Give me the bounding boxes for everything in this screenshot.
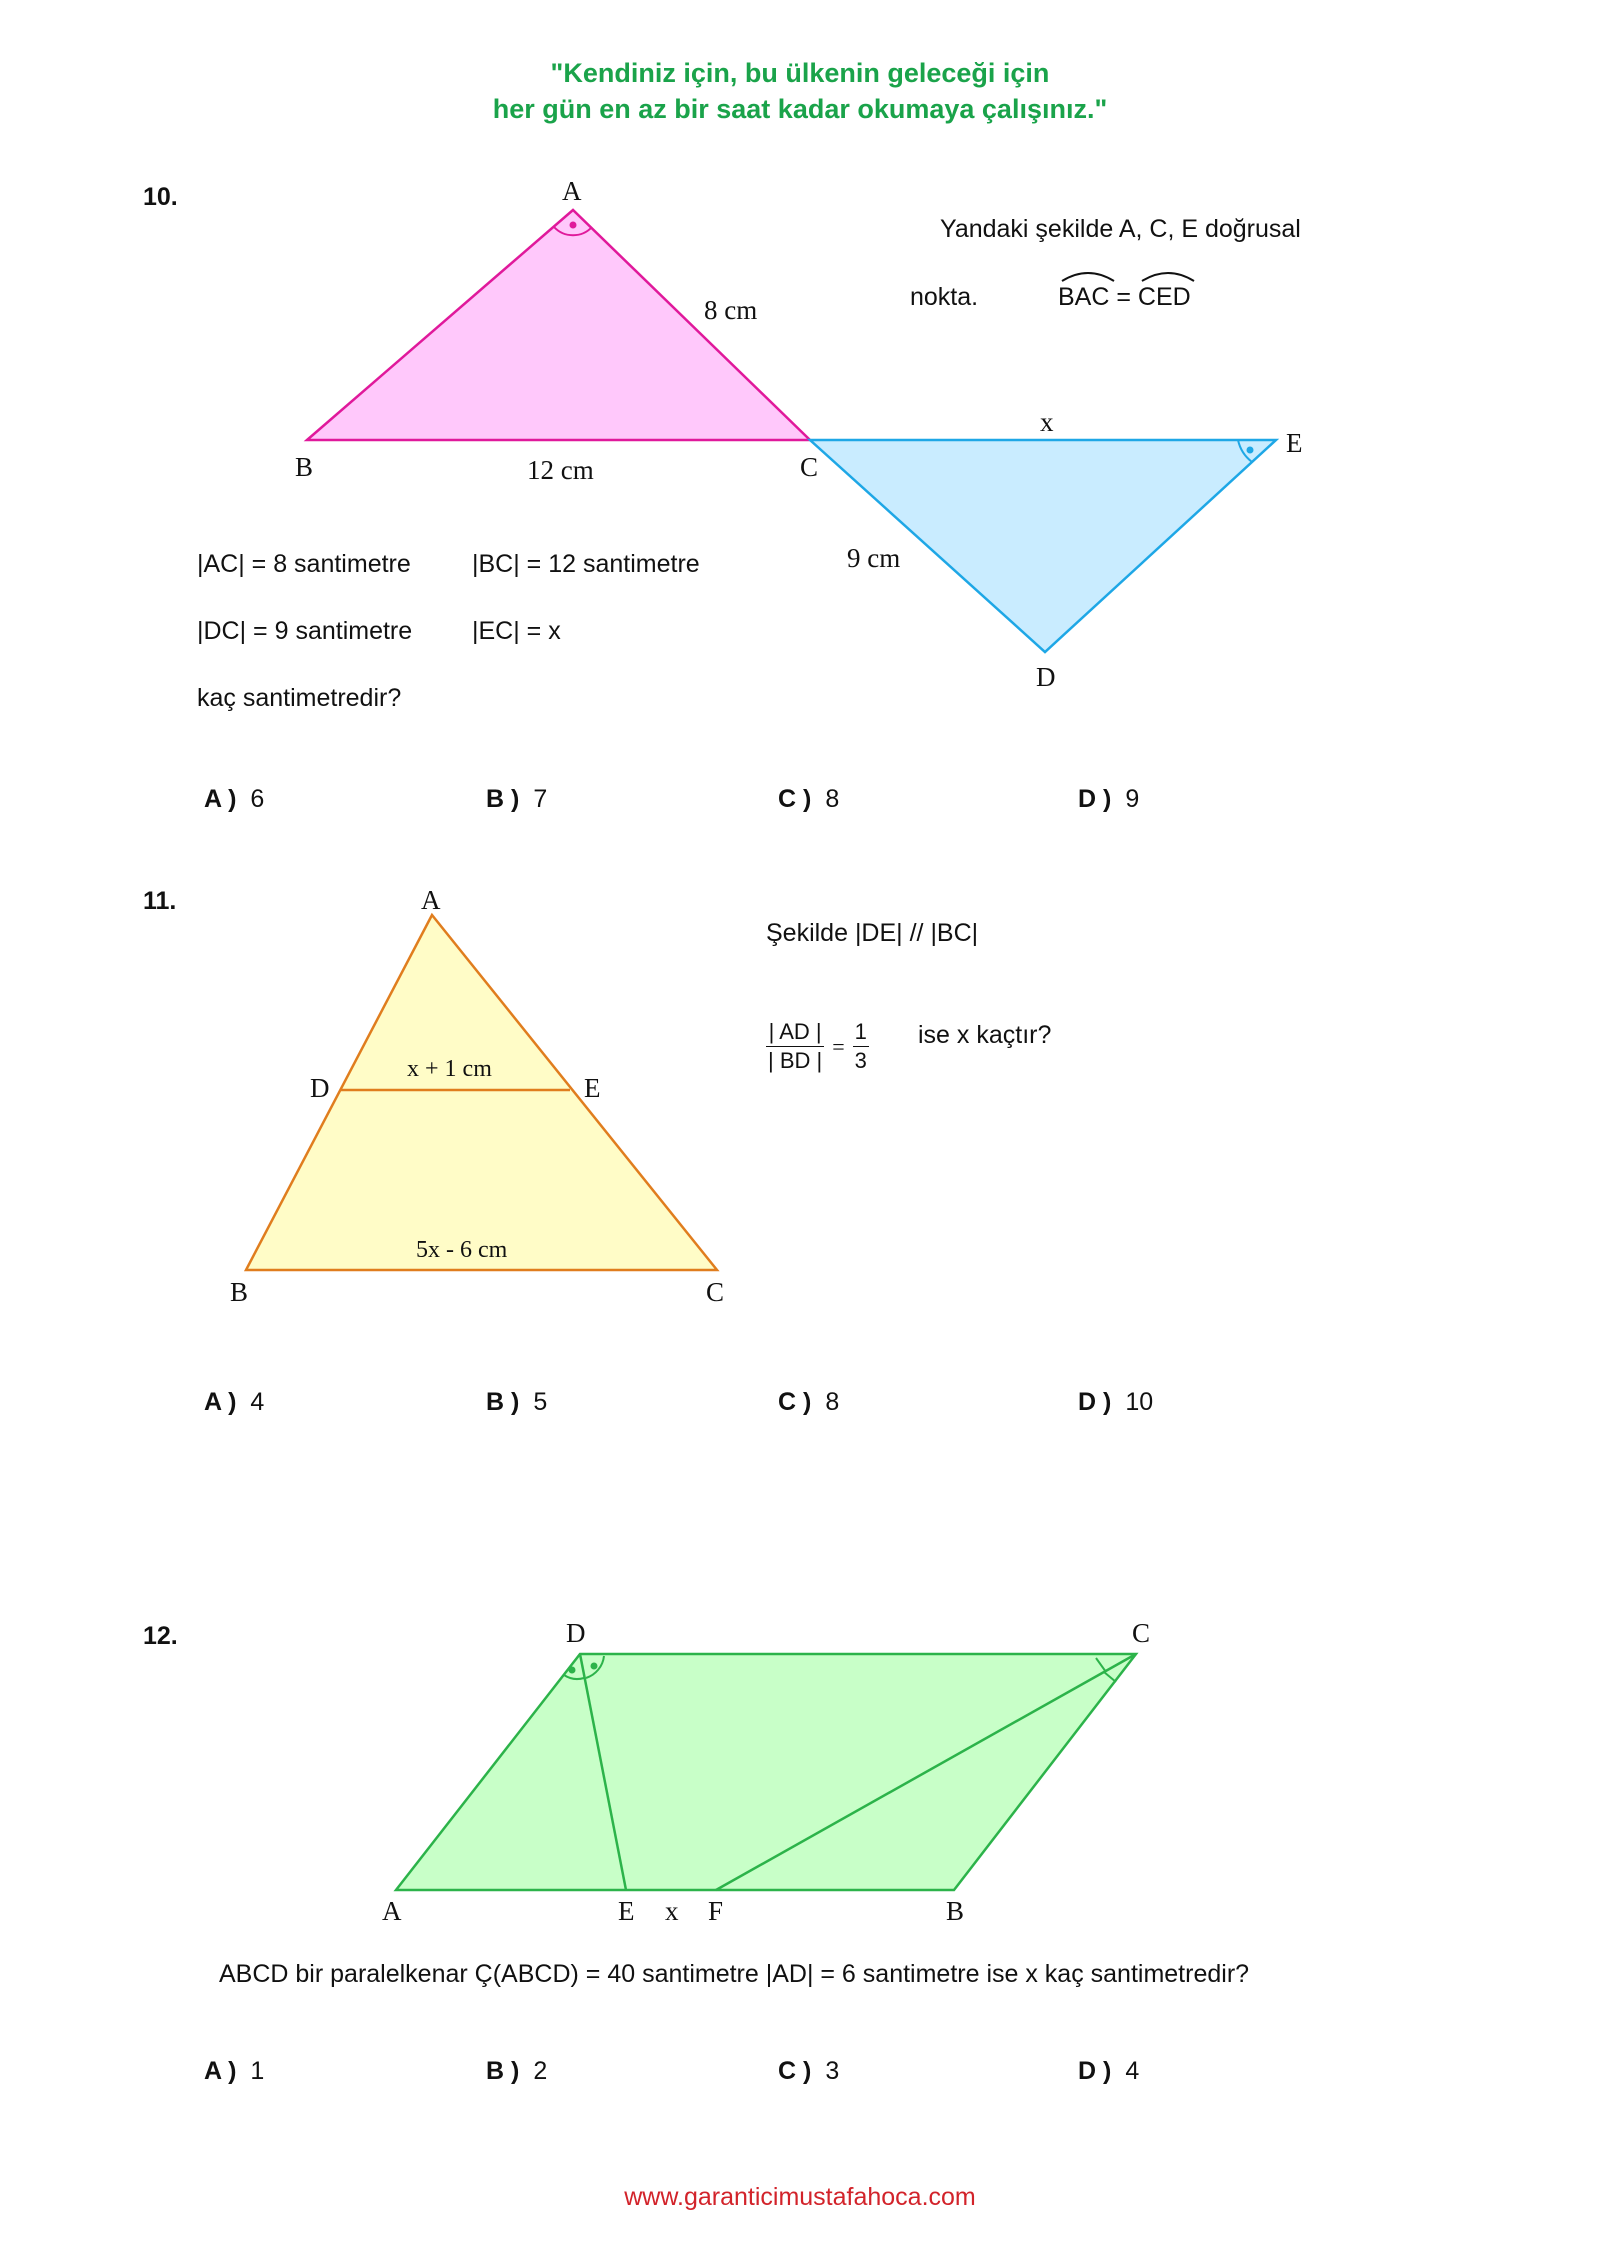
q10-given-ac: |AC| = 8 santimetre — [197, 550, 411, 578]
q11-label-a: A — [421, 885, 441, 915]
q11-ratio-left: $\frac{| AD |}{| BD |}$ — [768, 1019, 823, 1073]
q10-dc-length: 9 cm — [847, 543, 901, 573]
motto-line-1: "Kendiniz için, bu ülkenin geleceği için — [550, 58, 1050, 88]
q12-option-b[interactable]: B ) 2 — [486, 2057, 548, 2085]
footer-url[interactable]: www.garanticimustafahoca.com — [624, 2183, 976, 2211]
q10-label-e: E — [1286, 428, 1303, 458]
q10-angle-ced: CED — [1138, 283, 1191, 312]
q11-ratio-equals: = — [832, 1033, 845, 1059]
q11-label-d: D — [310, 1073, 330, 1103]
q11-bc-length: 5x - 6 cm — [416, 1237, 508, 1263]
q10-ec-length: x — [1040, 407, 1054, 437]
motto-line-2: her gün en az bir saat kadar okumaya çalışınız." — [492, 94, 1108, 124]
q11-ratio-right: $\frac{1}{3}$ — [854, 1019, 867, 1073]
q11-option-c[interactable]: C ) 8 — [778, 1388, 840, 1416]
q12-parallelogram-abcd — [396, 1654, 1136, 1890]
q11-info: Şekilde |DE| // |BC| — [766, 919, 979, 947]
q10-label-b: B — [295, 452, 314, 482]
q12-question: ABCD bir paralelkenar Ç(ABCD) = 40 santimetre |AD| = 6 santimetre ise x kaç santimetredir? — [219, 1960, 1250, 1988]
q10-bc-length: 12 cm — [527, 455, 594, 485]
q10-label-a: A — [562, 176, 582, 206]
q10-option-d[interactable]: D ) 9 — [1078, 785, 1140, 813]
q12-angle-dot-d1 — [569, 1667, 576, 1674]
q10-option-c[interactable]: C ) 8 — [778, 785, 840, 813]
q12-label-a: A — [382, 1896, 402, 1926]
q12-angle-dot-d2 — [591, 1663, 598, 1670]
q10-label-c: C — [800, 452, 819, 482]
q10-angle-equals: = — [1116, 283, 1131, 311]
q10-option-b[interactable]: B ) 7 — [486, 785, 548, 813]
q11-option-d[interactable]: D ) 10 — [1078, 1388, 1154, 1416]
q10-angle-bac: BAC — [1058, 283, 1109, 312]
q10-given-dc: |DC| = 9 santimetre — [197, 617, 413, 645]
q12-label-f: F — [708, 1896, 724, 1926]
q12-option-a[interactable]: A ) 1 — [204, 2057, 265, 2085]
q10-option-a[interactable]: A ) 6 — [204, 785, 265, 813]
q12-label-e: E — [618, 1896, 635, 1926]
q12-option-d[interactable]: D ) 4 — [1078, 2057, 1140, 2085]
q11-number: 11. — [143, 887, 177, 915]
q10-given-ec: |EC| = x — [472, 617, 561, 645]
q10-given-bc: |BC| = 12 santimetre — [472, 550, 700, 578]
q12-label-x: x — [665, 1896, 679, 1926]
q10-question: kaç santimetredir? — [197, 684, 402, 712]
q12-number: 12. — [143, 1622, 178, 1650]
q10-ac-length: 8 cm — [704, 295, 758, 325]
q11-label-c: C — [706, 1277, 725, 1307]
q11-question: ise x kaçtır? — [918, 1021, 1052, 1049]
q10-info-line-1: Yandaki şekilde A, C, E doğrusal — [940, 215, 1301, 243]
q11-label-e: E — [584, 1073, 601, 1103]
q10-info-line-2: nokta. — [910, 283, 979, 311]
q10-label-d: D — [1036, 662, 1056, 692]
q11-option-a[interactable]: A ) 4 — [204, 1388, 265, 1416]
q11-de-length: x + 1 cm — [407, 1056, 492, 1082]
q10-number: 10. — [143, 183, 178, 211]
q11-label-b: B — [230, 1277, 249, 1307]
q12-label-c: C — [1132, 1618, 1151, 1648]
q12-label-d: D — [566, 1618, 586, 1648]
q12-option-c[interactable]: C ) 3 — [778, 2057, 840, 2085]
q11-option-b[interactable]: B ) 5 — [486, 1388, 548, 1416]
q12-label-b: B — [946, 1896, 965, 1926]
